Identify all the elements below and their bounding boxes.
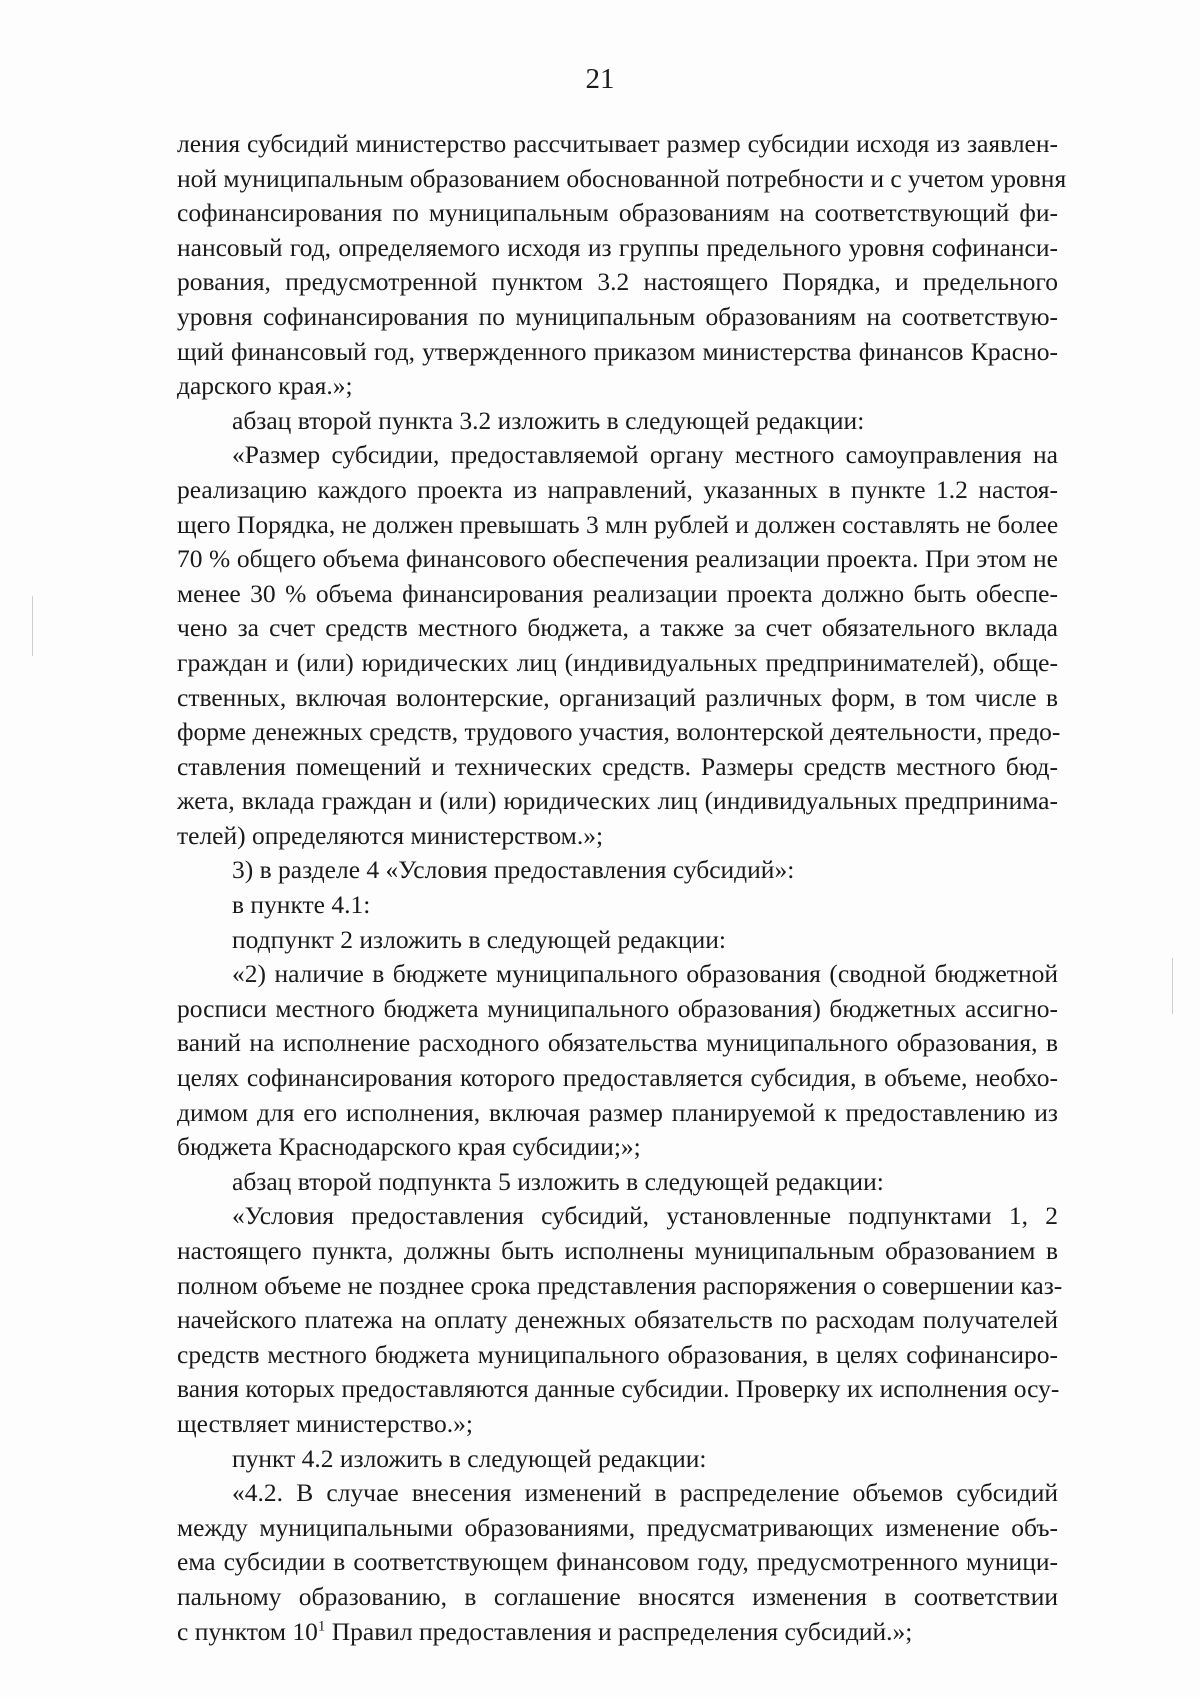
text-line: росписи местного бюджета муниципального образования) бюджетных ассигно- (177, 993, 1058, 1023)
text-line: софинансирования по муниципальным образованиям на соответствующий фи- (177, 198, 1058, 228)
text-line: бюджета Краснодарского края субсидии;»; (177, 1132, 641, 1162)
text-line: «Условия предоставления субсидий, установленные подпунктами 1, 2 (232, 1201, 1058, 1231)
text-line: нансовый год, определяемого исходя из группы предельного уровня софинанси- (177, 232, 1058, 262)
text-line: пальному образованию, в соглашение вносятся изменения в соответствии (177, 1581, 1058, 1611)
text-line: пункт 4.2 изложить в следующей редакции: (232, 1443, 707, 1473)
text-fragment: с пунктом 10 (177, 1616, 318, 1646)
text-line: ления субсидий министерство рассчитывает размер субсидии исходя из заявлен- (177, 129, 1058, 158)
text-line: 3) в разделе 4 «Условия предоставления субсидий»: (232, 855, 795, 885)
text-line: форме денежных средств, трудового участия, волонтерской деятельности, предо- (177, 717, 1061, 747)
text-line: 70 % общего объема финансового обеспечения реализации проекта. При этом не (177, 544, 1058, 574)
text-line: менее 30 % объема финансирования реализации проекта должно быть обеспе- (177, 578, 1058, 608)
text-line: реализацию каждого проекта из направлений, указанных в пункте 1.2 настоя- (177, 474, 1058, 504)
text-line: рования, предусмотренной пунктом 3.2 настоящего Порядка, и предельного (177, 267, 1058, 297)
text-line: дарского края.»; (177, 371, 353, 401)
text-line: ной муниципальным образованием обоснованной потребности и с учетом уровня (177, 163, 1067, 193)
text-line: ственных, включая волонтерские, организаций различных форм, в том числе в (177, 682, 1058, 712)
page-number: 21 (585, 63, 615, 95)
text-line: «2) наличие в бюджете муниципального образования (сводной бюджетной (232, 959, 1058, 989)
text-line: щего Порядка, не должен превышать 3 млн рублей и должен составлять не более (177, 509, 1059, 539)
text-line: абзац второй подпункта 5 изложить в следующей редакции: (232, 1166, 884, 1196)
text-line: уровня софинансирования по муниципальным образованиям на соответствую- (177, 301, 1058, 331)
text-line: ема субсидии в соответствующем финансовом году, предусмотренного муници- (177, 1547, 1058, 1577)
text-line: димом для его исполнения, включая размер планируемой к предоставлению из (177, 1097, 1058, 1127)
text-line: телей) определяются министерством.»; (177, 820, 604, 850)
text-line: в пункте 4.1: (232, 890, 371, 920)
text-line: «Размер субсидии, предоставляемой органу местного самоуправления на (232, 440, 1058, 470)
document-body (177, 127, 1067, 1649)
scan-margin-mark (1172, 958, 1173, 1014)
text-line: подпункт 2 изложить в следующей редакции: (232, 924, 726, 954)
text-line: ставления помещений и технических средств. Размеры средств местного бюд- (177, 751, 1058, 781)
text-line: вания которых предоставляются данные субсидии. Проверку их исполнения осу- (177, 1374, 1060, 1404)
text-fragment: Правил предоставления и распределения субсидий.»; (325, 1616, 913, 1646)
text-line: средств местного бюджета муниципального образования, в целях софинансиро- (177, 1339, 1058, 1369)
superscript-one: 1 (317, 1618, 326, 1635)
text-line: «4.2. В случае внесения изменений в распределение объемов субсидий (232, 1478, 1058, 1508)
text-line: ществляет министерство.»; (177, 1408, 473, 1438)
text-line: абзац второй пункта 3.2 изложить в следующей редакции: (232, 405, 865, 435)
text-line: целях софинансирования которого предоставляется субсидия, в объеме, необхо- (177, 1063, 1058, 1093)
scan-margin-mark (32, 596, 33, 656)
text-line: между муниципальными образованиями, предусматривающих изменение объ- (177, 1512, 1058, 1542)
text-line: полном объеме не позднее срока представления распоряжения о совершении каз- (177, 1270, 1063, 1300)
text-line: начейского платежа на оплату денежных обязательств по расходам получателей (177, 1305, 1058, 1335)
text-line: настоящего пункта, должны быть исполнены муниципальным образованием в (177, 1236, 1058, 1265)
text-line: щий финансовый год, утвержденного приказом министерства финансов Красно- (177, 336, 1058, 366)
text-line: граждан и (или) юридических лиц (индивидуальных предпринимателей), обще- (177, 647, 1058, 677)
text-line: ваний на исполнение расходного обязательства муниципального образования, в (177, 1028, 1058, 1058)
text-line: жета, вклада граждан и (или) юридических лиц (индивидуальных предпринима- (177, 786, 1058, 816)
text-line: чено за счет средств местного бюджета, а также за счет обязательного вклада (177, 613, 1058, 643)
text-line (177, 1615, 1058, 1650)
